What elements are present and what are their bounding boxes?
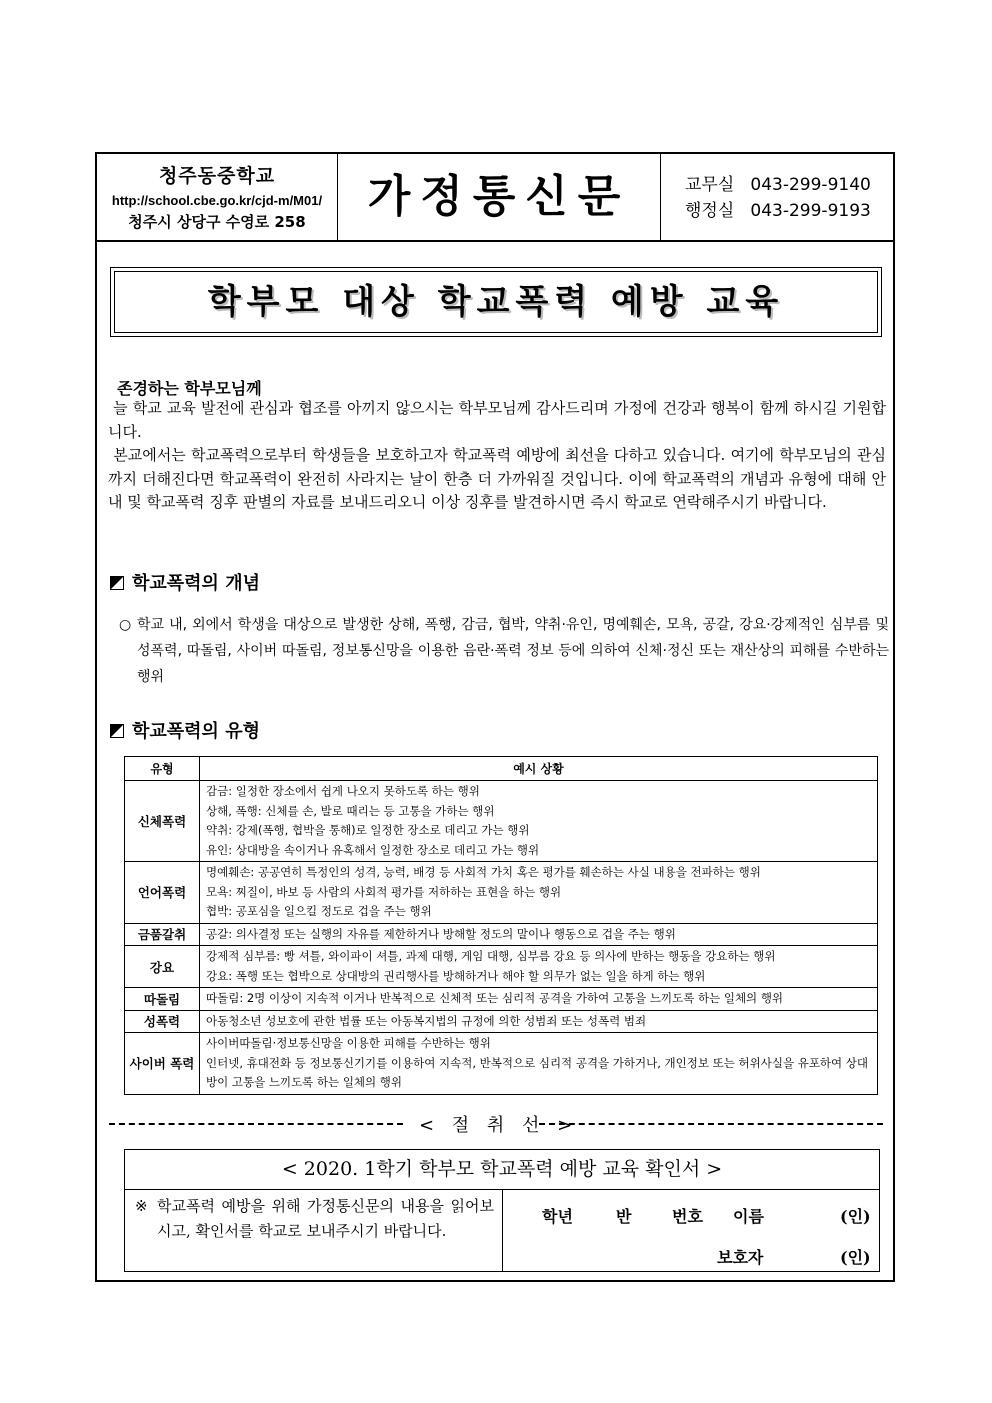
table-row bbox=[125, 988, 878, 1011]
guardian-seal-label: (인) bbox=[840, 1248, 871, 1267]
notice-title-box bbox=[110, 267, 882, 337]
table-row bbox=[125, 862, 878, 924]
confirmation-fields bbox=[504, 1190, 879, 1271]
school-address: 청주시 상당구 수영로 258 bbox=[128, 213, 306, 231]
confirmation-form bbox=[124, 1149, 880, 1272]
section-marker-icon bbox=[110, 724, 124, 738]
violence-types-table bbox=[124, 756, 878, 1095]
table-body bbox=[125, 781, 878, 1095]
paragraph-text: 늘 학교 교육 발전에 관심과 협조를 아끼지 않으시는 학부모님께 감사드리며 가정에 건강과 행복이 함께 하시길 기원합니다. bbox=[108, 399, 886, 441]
paragraph bbox=[108, 444, 886, 515]
table-row bbox=[125, 923, 878, 946]
confirmation-note-text: 학교폭력 예방을 위해 가정통신문의 내용을 읽어보시고, 확인서를 학교로 보내주시기 바랍니다. bbox=[157, 1197, 494, 1240]
violence-type: 강요 bbox=[125, 946, 200, 988]
confirmation-title: < 2020. 1학기 학부모 학교폭력 예방 교육 확인서 > bbox=[125, 1150, 879, 1190]
example-cell bbox=[200, 946, 878, 988]
reference-mark-icon: ※ bbox=[135, 1197, 148, 1215]
example-line: 상해, 폭행: 신체를 손, 발로 때리는 등 고통을 가하는 행위 bbox=[206, 803, 495, 818]
contact-label: 교무실 bbox=[685, 175, 735, 195]
violence-type: 언어폭력 bbox=[125, 862, 200, 924]
example-line: 사이버따돌림·정보통신망을 이용한 피해를 수반하는 행위 bbox=[206, 1036, 491, 1050]
section-heading-text: 학교폭력의 유형 bbox=[132, 721, 260, 742]
concept-description: 학교 내, 외에서 학생을 대상으로 발생한 상해, 폭행, 감금, 협박, 약취·유인, 명예훼손, 모욕, 공갈, 강요·강제적인 심부름 및 성폭력, 따돌림, 사이버 따돌림, 정보통신망을 이용한 음란·폭력 정보 등에 의하여 신체·정신 또는 재산상의 피해를 수반하는 행위 bbox=[137, 617, 889, 685]
newsletter-header bbox=[97, 154, 893, 242]
student-seal-label: (인) bbox=[840, 1207, 871, 1226]
example-line: 강제적 심부름: 빵 셔틀, 와이파이 셔틀, 과제 대행, 게임 대행, 심부름 강요 등 의사에 반하는 행동을 강요하는 행위 bbox=[206, 949, 776, 963]
violence-type: 신체폭력 bbox=[125, 781, 200, 862]
name-label: 이름 bbox=[733, 1207, 764, 1226]
contact-row bbox=[685, 198, 871, 224]
section-heading-types bbox=[110, 717, 260, 743]
violence-type: 따돌림 bbox=[125, 988, 200, 1011]
concept-text bbox=[119, 612, 889, 690]
example-line: 아동청소년 성보호에 관한 법률 또는 아동복지법의 규정에 의한 성범죄 또는 성폭력 범죄 bbox=[206, 1013, 647, 1028]
example-line: 감금: 일정한 장소에서 쉽게 나오지 못하도록 하는 행위 bbox=[206, 784, 480, 798]
example-cell bbox=[200, 1010, 878, 1033]
paper-title-cell bbox=[338, 154, 661, 240]
greeting: 존경하는 학부모님께 bbox=[117, 379, 262, 398]
example-line: 인터넷, 휴대전화 등 정보통신기기를 이용하여 지속적, 반복적으로 심리적 공격을 가하거나, 개인정보 또는 허위사실을 유포하여 상대방이 고통을 느끼도록 하는 일체의 행위 bbox=[206, 1055, 869, 1089]
contact-phone: 043-299-9140 bbox=[750, 175, 871, 195]
contact-label: 행정실 bbox=[685, 201, 735, 221]
section-heading-text: 학교폭력의 개념 bbox=[132, 573, 260, 594]
confirmation-note bbox=[125, 1190, 503, 1271]
table-row bbox=[125, 946, 878, 988]
circle-bullet-icon: ○ bbox=[119, 617, 132, 633]
contact-info bbox=[685, 172, 871, 224]
example-line: 강요: 폭행 또는 협박으로 상대방의 권리행사를 방해하거나 해야 할 의무가 없는 일을 하게 하는 행위 bbox=[206, 968, 706, 983]
column-header-type: 유형 bbox=[125, 757, 200, 781]
example-line: 모욕: 찌질이, 바보 등 사람의 사회적 평가를 저하하는 표현을 하는 행위 bbox=[206, 884, 562, 899]
violence-type: 성폭력 bbox=[125, 1010, 200, 1033]
section-marker-icon bbox=[110, 576, 124, 590]
example-cell bbox=[200, 862, 878, 924]
table-row bbox=[125, 1033, 878, 1095]
paragraph bbox=[108, 397, 886, 444]
example-line: 따돌림: 2명 이상이 지속적 이거나 반복적으로 신체적 또는 심리적 공격을 가하여 고통을 느끼도록 하는 일체의 행위 bbox=[206, 991, 784, 1005]
dashed-line bbox=[539, 1123, 883, 1125]
guardian-label: 보호자 bbox=[717, 1248, 764, 1267]
grade-label: 학년 bbox=[542, 1207, 573, 1226]
newsletter-frame bbox=[95, 152, 895, 1282]
example-line: 명예훼손: 공공연히 특정인의 성격, 능력, 배경 등 사회적 가치 혹은 평가를 훼손하는 사실 내용을 전파하는 행위 bbox=[206, 865, 761, 879]
paragraph-text: 본교에서는 학교폭력으로부터 학생들을 보호하고자 학교폭력 예방에 최선을 다하고 있습니다. 여기에 학부모님의 관심까지 더해진다면 학교폭력이 완전히 사라지는 날이 한층 더 가까워질 것입니다. 이에 학교폭력의 개념과 유형에 대해 안내 및 학교폭력 징후 판별의 자료를 보내드리오니 이상 징후를 발견하시면 즉시 학교로 연락해주시기 바랍니다. bbox=[108, 446, 886, 511]
dashed-line bbox=[109, 1123, 403, 1125]
table-row bbox=[125, 1010, 878, 1033]
contact-phone: 043-299-9193 bbox=[750, 201, 871, 221]
cut-line bbox=[109, 1111, 883, 1135]
contact-row bbox=[685, 172, 871, 198]
example-line: 공갈: 의사결정 또는 실행의 자유를 제한하거나 방해할 정도의 말이나 행동으로 겁을 주는 행위 bbox=[206, 926, 676, 941]
table-header-row bbox=[125, 757, 878, 781]
example-line: 협박: 공포심을 일으킬 정도로 겁을 주는 행위 bbox=[206, 904, 432, 918]
example-line: 유인: 상대방을 속이거나 유혹해서 일정한 장소로 데리고 가는 행위 bbox=[206, 842, 540, 857]
table-row bbox=[125, 781, 878, 862]
section-heading-concept bbox=[110, 569, 260, 595]
school-name: 청주동중학교 bbox=[158, 165, 276, 187]
paper-title: 가정통신문 bbox=[367, 171, 631, 222]
example-line: 약취: 강제(폭행, 협박을 통해)로 일정한 장소로 데리고 가는 행위 bbox=[206, 823, 530, 837]
number-label: 번호 bbox=[672, 1207, 703, 1226]
column-header-example: 예시 상황 bbox=[200, 757, 878, 781]
school-url: http://school.cbe.go.kr/cjd-m/M01/ bbox=[111, 193, 323, 208]
example-cell bbox=[200, 781, 878, 862]
cut-line-label: < 절 취 선 > bbox=[419, 1115, 579, 1136]
notice-title: 학부모 대상 학교폭력 예방 교육 bbox=[114, 271, 878, 333]
example-cell bbox=[200, 923, 878, 946]
class-label: 반 bbox=[616, 1207, 632, 1226]
school-info bbox=[97, 154, 338, 240]
violence-type: 금품갈취 bbox=[125, 923, 200, 946]
example-cell bbox=[200, 988, 878, 1011]
example-cell bbox=[200, 1033, 878, 1095]
violence-type: 사이버 폭력 bbox=[125, 1033, 200, 1095]
